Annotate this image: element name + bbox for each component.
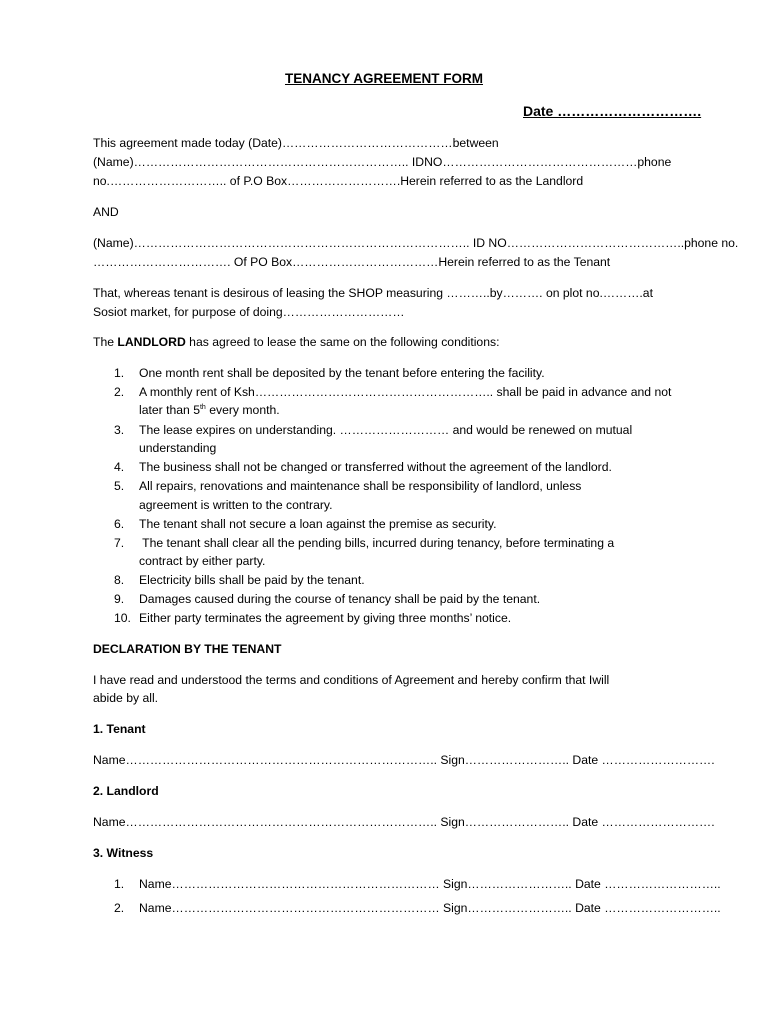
declaration-heading: DECLARATION BY THE TENANT [93,642,282,656]
condition-text: Either party terminates the agreement by giving three months’ notice. [139,611,512,625]
condition-text: One month rent shall be deposited by the tenant before entering the facility. [139,366,545,380]
condition-text: The business shall not be changed or transferred without the agreement of the landlord. [139,460,612,474]
condition-text: The lease expires on understanding. ……………………… and would be renewed on mutual [139,423,633,437]
condition-number: 9. [114,592,125,606]
landlord-clause [93,333,673,352]
condition-text: The tenant shall clear all the pending bills, incurred during tenancy, before terminating a [139,536,615,550]
date-line: Date …………………………. [523,103,702,119]
condition-number: 3. [114,423,125,437]
tenant-sign-line: Name………………………………………………………………….. Sign…………………….. Date ………………………. [93,753,715,767]
intro-line-2: (Name)………………………………………………………….. IDNO…………………………………………phone [93,155,672,169]
tenant-party-line-2: ……………………………. Of PO Box………………………………Herein referred to as the Tenant [93,255,611,269]
condition-number: 10. [114,611,131,625]
landlord-sign-line: Name………………………………………………………………….. Sign…………………….. Date ………………………. [93,815,715,829]
condition-number: 2. [114,385,125,399]
condition-text: agreement is written to the contrary. [139,498,333,512]
whereas-line-1: That, whereas tenant is desirous of leasing the SHOP measuring ………..by………. on plot no.……….at [93,286,653,300]
condition-number: 7. [114,536,125,550]
and-separator: AND [93,205,119,219]
whereas-line-2: Sosiot market, for purpose of doing………………………… [93,305,405,319]
landlord-heading: 2. Landlord [93,784,159,798]
condition-number: 1. [114,366,125,380]
condition-number: 8. [114,573,125,587]
condition-text-pre: later than 5 [139,403,200,417]
landlord-clause-suffix: has agreed to lease the same on the following conditions: [185,335,500,349]
condition-text: All repairs, renovations and maintenance shall be responsibility of landlord, unless [139,479,582,493]
condition-text: Damages caused during the course of tenancy shall be paid by the tenant. [139,592,541,606]
tenant-party-line-1: (Name)……………………………………………………………………….. ID NO……………………………………..phone no. [93,236,739,250]
condition-text-post: every month. [205,403,280,417]
condition-text: A monthly rent of Ksh………………………………………………….. shall be paid in advance and not [139,385,672,399]
condition-text: The tenant shall not secure a loan against the premise as security. [139,517,497,531]
condition-text [139,401,674,420]
condition-number: 4. [114,460,125,474]
condition-text-sup: th [199,404,206,411]
document-title: TENANCY AGREEMENT FORM [284,71,483,86]
landlord-clause-prefix: The [93,335,118,349]
tenant-heading: 1. Tenant [93,722,146,736]
intro-line-3: no.……………………….. of P.O Box……………………….Herein referred to as the Landlord [93,174,584,188]
condition-text: understanding [139,441,217,455]
declaration-line-2: abide by all. [93,691,159,705]
condition-number: 5. [114,479,125,493]
witness-sign-line: Name………………………………………………………… Sign…………………….. Date ……………………….. [139,901,721,915]
witness-sign-line: Name………………………………………………………… Sign…………………….. Date ……………………….. [139,877,721,891]
condition-number: 6. [114,517,125,531]
landlord-clause-bold: LANDLORD [117,335,186,349]
declaration-line-1: I have read and understood the terms and conditions of Agreement and hereby confirm that Iwill [93,673,610,687]
witness-heading: 3. Witness [93,846,154,860]
witness-number: 2. [114,901,125,915]
intro-line-1: This agreement made today (Date)……………………………………between [93,136,499,150]
witness-number: 1. [114,877,125,891]
condition-text: Electricity bills shall be paid by the tenant. [139,573,365,587]
condition-text: contract by either party. [139,554,266,568]
